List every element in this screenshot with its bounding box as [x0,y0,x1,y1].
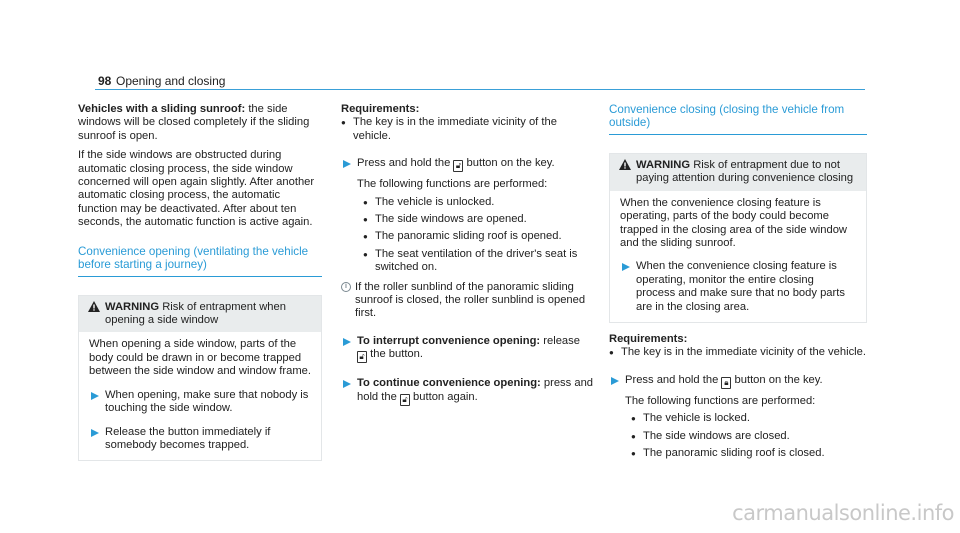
warning-triangle-icon [619,159,631,170]
unlock-key-icon: 🔓︎ [453,160,463,172]
warning-step: When the convenience closing feature is operating, monitor the entire closing process and make sure that no body parts are in the closing area. [620,260,856,314]
requirement-item: ● The key is in the immediate vicinity of the vehicle. [609,346,867,359]
step-press-hold: Press and hold the 🔒︎ button on the key. [609,374,867,389]
warning-label: WARNING [636,159,691,171]
info-icon: i [341,282,351,292]
step-press-hold: Press and hold the 🔓︎ button on the key. [341,157,597,172]
warning-title: Risk of entrapment when opening a side window [105,300,286,327]
requirement-item: ● The key is in the immediate vicinity of the vehicle. [341,116,597,143]
function-item: ● The panoramic sliding roof is opened. [363,230,597,243]
info-note [341,281,597,321]
page-number: 98 [98,74,112,88]
warning-body [610,191,866,322]
warning-header [610,154,866,191]
info-text: If the roller sunblind of the panoramic sliding sunroof is closed, the roller sunblind is opened first. [355,280,586,320]
warning-box-closing [609,153,867,323]
warning-step: When opening, make sure that nobody is touching the side window. [89,389,311,416]
page-title: Opening and closing [116,74,226,88]
requirements-block [609,333,867,360]
warning-text: When opening a side window, parts of the body could be drawn in or become trapped between the side window and window frame. [89,338,312,378]
warning-body [79,332,321,460]
functions-block [609,395,867,461]
step-interrupt: To interrupt convenience opening: release 🔓︎ the button. [341,335,597,363]
warning-title: Risk of entrapment due to not paying attention during convenience closing [636,159,854,185]
header-divider [95,89,865,90]
warning-box-opening [78,295,322,462]
requirements-label: Requirements: [609,333,688,346]
function-item: ● The vehicle is unlocked. [363,196,597,209]
sunroof-paragraph [78,103,322,143]
unlock-key-icon: 🔓︎ [357,351,367,363]
function-item: ● The panoramic sliding roof is closed. [631,447,867,460]
sunroof-text: the side windows will be closed completely if the sliding sunroof is open. [78,103,310,142]
functions-intro: The following functions are performed: [357,178,548,191]
functions-block [341,178,597,274]
warning-triangle-icon [88,301,100,312]
function-item: ● The side windows are opened. [363,213,597,226]
section-title-convenience-closing: Convenience closing (closing the vehicle from outside) [609,103,867,135]
warning-label: WARNING [105,300,160,313]
warning-step: Release the button immediately if somebody becomes trapped. [89,426,311,453]
warning-text: When the convenience closing feature is operating, parts of the body could become trapped in the closing area of the side window and the sliding sunroof. [620,196,848,250]
warning-header [79,296,321,333]
unlock-key-icon: 🔓︎ [400,394,410,406]
obstructed-paragraph: If the side windows are obstructed during automatic closing process, the side window concerned will open again slightly. After another automatic closing process, the automatic function may be deactivated. After about ten seconds, the automatic function is active again. [78,149,315,229]
functions-intro: The following functions are performed: [625,394,816,407]
sunroof-label: Vehicles with a sliding sunroof: [78,103,246,115]
function-item: ● The seat ventilation of the driver's seat is switched on. [363,248,597,275]
column-2 [341,103,597,406]
requirements-label: Requirements: [341,103,420,115]
watermark: carmanualsonline.info [732,501,954,525]
column-3 [609,103,867,461]
function-item: ● The side windows are closed. [631,430,867,443]
step-continue: To continue convenience opening: press and hold the 🔓︎ button again. [341,377,597,405]
section-title-convenience-opening: Convenience opening (ventilating the vehicle before starting a journey) [78,245,322,277]
function-item: ● The vehicle is locked. [631,412,867,425]
lock-key-icon: 🔒︎ [721,377,731,389]
column-1 [78,103,322,461]
